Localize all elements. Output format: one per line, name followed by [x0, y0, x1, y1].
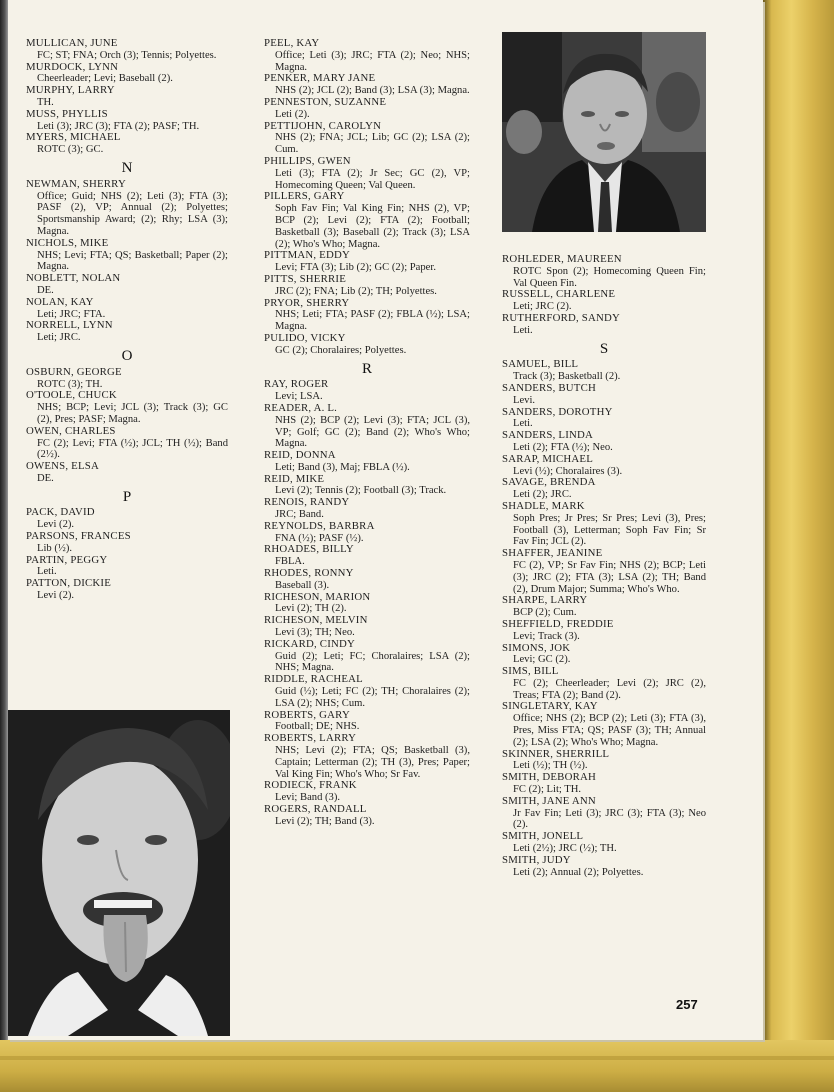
student-name: MYERS, MICHAEL	[26, 131, 121, 144]
student-entry	[502, 666, 706, 701]
student-name: PILLERS, GARY	[264, 190, 345, 203]
student-activities: BCP (2); Cum.	[513, 607, 577, 619]
student-name: SMITH, JANE ANN	[502, 794, 596, 807]
student-activities: FC; ST; FNA; Orch (3); Tennis; Polyettes.	[37, 49, 217, 61]
student-activities: Leti; Band (3), Maj; FBLA (½).	[275, 461, 410, 473]
student-activities: Levi (2).	[37, 590, 75, 602]
student-name: RHODES, RONNY	[264, 567, 354, 580]
student-entry	[264, 639, 470, 674]
student-name: MURPHY, LARRY	[26, 84, 115, 97]
student-activities: Levi (½); Choralaires (3).	[513, 465, 623, 477]
student-entry	[26, 38, 228, 62]
portrait-suit-image	[502, 32, 706, 232]
student-activities: Leti.	[513, 418, 533, 430]
student-name: NORRELL, LYNN	[26, 319, 113, 332]
student-activities: Levi; Band (3).	[275, 792, 341, 804]
student-entry	[264, 710, 470, 734]
student-entry	[26, 179, 228, 238]
student-entry	[264, 592, 470, 616]
student-name: ROBERTS, LARRY	[264, 732, 357, 745]
student-name: REYNOLDS, BARBRA	[264, 519, 375, 532]
student-entry	[502, 383, 706, 407]
student-entry	[502, 749, 706, 773]
section-letter: O	[121, 347, 133, 364]
student-activities: Leti.	[37, 566, 57, 578]
student-name: OSBURN, GEORGE	[26, 365, 122, 378]
student-activities: NHS (2); BCP (2); Levi (3); FTA; JCL (3), VP; Golf; GC (2); Band (2); Who's Who; Magna.	[275, 414, 470, 450]
student-activities: Office; Guid; NHS (2); Leti (3); FTA (3); PASF (2), VP; Annual (2); Polyettes; Sportsmanship Award; (2); Rhy; LSA (3); Magna.	[37, 190, 228, 237]
student-entry	[26, 109, 228, 133]
student-name: MULLICAN, JUNE	[26, 37, 118, 49]
student-name: NEWMAN, SHERRY	[26, 177, 126, 190]
student-activities: Office; NHS (2); BCP (2); Leti (3); FTA (3), Pres, Miss FTA; QS; PASF (3); TH; Annual (2); LSA (2); Who's Who; Magna.	[513, 713, 706, 748]
section-letter: N	[121, 159, 133, 176]
student-portrait-suit	[502, 32, 706, 232]
student-activities: Levi (2); Tennis (2); Football (3); Track.	[275, 485, 447, 497]
student-activities: Leti; JRC.	[37, 332, 81, 344]
student-entry	[264, 298, 470, 333]
student-activities: JRC (2); FNA; Lib (2); TH; Polyettes.	[275, 285, 437, 297]
student-activities: FC (2); Cheerleader; Levi (2); JRC (2), Treas; FTA (2); Band (2).	[513, 677, 706, 701]
student-entry	[502, 430, 706, 454]
student-name: PHILLIPS, GWEN	[264, 154, 351, 167]
student-name: NICHOLS, MIKE	[26, 236, 109, 249]
student-entry	[264, 121, 470, 156]
directory-column-2	[264, 38, 470, 828]
student-activities: Levi; GC (2).	[513, 654, 571, 666]
student-name: RAY, ROGER	[264, 378, 329, 391]
student-entry	[264, 733, 470, 780]
student-entry	[26, 426, 228, 461]
student-name: PATTON, DICKIE	[26, 577, 111, 590]
student-activities: DE.	[37, 284, 54, 296]
student-name: NOLAN, KAY	[26, 295, 94, 308]
student-activities: TH.	[37, 96, 54, 108]
student-activities: Levi (2); TH; Band (3).	[275, 815, 375, 827]
student-entry	[264, 97, 470, 121]
student-activities: FNA (½); PASF (½).	[275, 532, 364, 544]
student-entry	[502, 501, 706, 548]
student-activities: ROTC (3); GC.	[37, 144, 104, 156]
student-entry	[26, 320, 228, 344]
student-entry	[502, 548, 706, 595]
student-activities: Leti; JRC (2).	[513, 301, 572, 313]
student-activities: Soph Fav Fin; Val King Fin; NHS (2), VP; BCP (2); Levi (2); FTA (2); Football; Basketball (3); Baseball (2); Track (3); LSA (2); Who's Who; Magna.	[275, 203, 470, 250]
student-name: ROHLEDER, MAUREEN	[502, 253, 622, 265]
student-entry	[502, 595, 706, 619]
student-entry	[26, 132, 228, 156]
student-name: PEEL, KAY	[264, 37, 320, 49]
student-name: SAMUEL, BILL	[502, 358, 579, 371]
student-activities: JRC; Band.	[275, 509, 324, 521]
student-name: PARTIN, PEGGY	[26, 553, 108, 566]
section-letter: R	[361, 360, 372, 377]
cover-edge	[763, 0, 834, 1092]
student-activities: DE.	[37, 472, 54, 484]
student-entry	[26, 578, 228, 602]
student-entry	[26, 297, 228, 321]
page-binding	[0, 0, 8, 1092]
student-activities: Leti (2).	[275, 108, 310, 120]
student-entry	[264, 403, 470, 450]
student-entry	[264, 544, 470, 568]
student-entry	[502, 407, 706, 431]
student-name: PITTS, SHERRIE	[264, 272, 346, 285]
student-activities: GC (2); Choralaires; Polyettes.	[275, 344, 407, 356]
student-activities: NHS; Levi; FTA; QS; Basketball; Paper (2); Magna.	[37, 249, 228, 273]
student-entry	[502, 313, 706, 337]
student-activities: Guid (½); Leti; FC (2); TH; Choralaires (2); LSA (2); NHS; Cum.	[275, 686, 470, 709]
student-entry	[26, 531, 228, 555]
student-activities: NHS (2); FNA; JCL; Lib; GC (2); LSA (2); Cum.	[275, 132, 470, 156]
student-activities: Leti (2); JRC.	[513, 489, 572, 501]
student-entry	[26, 461, 228, 485]
student-entry	[264, 450, 470, 474]
student-activities: Leti.	[513, 324, 533, 336]
student-entry	[26, 555, 228, 579]
student-entry	[26, 85, 228, 109]
student-name: SMITH, JONELL	[502, 830, 584, 843]
student-activities: FC (2); Lit; TH.	[513, 784, 582, 796]
student-activities: Lib (½).	[37, 542, 73, 554]
student-name: SINGLETARY, KAY	[502, 700, 598, 713]
student-activities: NHS; Leti; FTA; PASF (2); FBLA (½); LSA; Magna.	[275, 309, 470, 333]
student-name: RICKARD, CINDY	[264, 637, 355, 650]
student-entry	[264, 191, 470, 250]
student-name: MURDOCK, LYNN	[26, 60, 119, 73]
student-entry	[26, 507, 228, 531]
student-entry	[26, 390, 228, 425]
student-entry	[502, 254, 706, 289]
student-name: PACK, DAVID	[26, 506, 95, 519]
student-activities: Levi (2); TH (2).	[275, 603, 347, 615]
student-portrait-tongue	[8, 710, 230, 1036]
student-activities: Leti (2); Annual (2); Polyettes.	[513, 866, 644, 878]
student-name: PRYOR, SHERRY	[264, 296, 350, 309]
student-name: RUTHERFORD, SANDY	[502, 311, 620, 324]
student-name: RENOIS, RANDY	[264, 496, 350, 509]
student-entry	[264, 274, 470, 298]
student-entry	[26, 62, 228, 86]
student-name: SAVAGE, BRENDA	[502, 476, 596, 489]
student-activities: FC (2); Levi; FTA (½); JCL; TH (½); Band (2½).	[37, 437, 228, 461]
student-activities: Levi; FTA (3); Lib (2); GC (2); Paper.	[275, 262, 436, 274]
student-name: SARAP, MICHAEL	[502, 452, 593, 465]
student-entry	[264, 250, 470, 274]
student-name: PENNESTON, SUZANNE	[264, 95, 387, 108]
student-entry	[502, 701, 706, 748]
section-letter: P	[122, 488, 132, 505]
student-entry	[502, 796, 706, 831]
student-activities: Soph Pres; Jr Pres; Sr Pres; Levi (3), Pres; Football (3), Letterman; Soph Fav Fin; Sr Fav Fin; JCL (2).	[513, 512, 706, 548]
student-activities: FBLA.	[275, 556, 305, 568]
student-name: RHOADES, BILLY	[264, 543, 354, 556]
student-activities: Leti (3); JRC (3); FTA (2); PASF; TH.	[37, 120, 200, 132]
student-name: NOBLETT, NOLAN	[26, 272, 121, 285]
student-name: SMITH, JUDY	[502, 853, 571, 866]
student-entry	[264, 333, 470, 357]
student-entry	[264, 73, 470, 97]
directory-column-3	[502, 254, 706, 878]
student-name: RIDDLE, RACHEAL	[264, 673, 363, 686]
student-activities: Football; DE; NHS.	[275, 721, 360, 733]
cover-bottom	[0, 1040, 834, 1092]
student-activities: Baseball (3).	[275, 579, 330, 591]
student-activities: Leti (3); FTA (2); Jr Sec; GC (2), VP; Homecoming Queen; Val Queen.	[275, 167, 470, 191]
student-entry	[264, 521, 470, 545]
student-entry	[502, 855, 706, 879]
student-entry	[502, 359, 706, 383]
student-name: SMITH, DEBORAH	[502, 771, 596, 784]
page-number: 257	[676, 997, 698, 1012]
student-activities: ROTC Spon (2); Homecoming Queen Fin; Val Queen Fin.	[513, 265, 706, 289]
student-name: SIMONS, JOK	[502, 641, 571, 654]
student-name: PULIDO, VICKY	[264, 331, 346, 344]
student-activities: Guid (2); Leti; FC; Choralaires; LSA (2); NHS; Magna.	[275, 650, 470, 674]
student-name: RODIECK, FRANK	[264, 779, 357, 792]
student-name: ROBERTS, GARY	[264, 708, 350, 721]
student-name: SKINNER, SHERRILL	[502, 747, 610, 760]
student-activities: ROTC (3); TH.	[37, 378, 103, 390]
student-name: OWEN, CHARLES	[26, 424, 116, 437]
student-activities: NHS; Levi (2); FTA; QS; Basketball (3), Captain; Letterman (2); TH (3), Pres; Paper; Val King Fin; Who's Who; Sr Fav.	[275, 745, 470, 780]
student-name: SHARPE, LARRY	[502, 594, 588, 607]
student-activities: Leti (2½); JRC (½); TH.	[513, 843, 617, 855]
student-activities: Cheerleader; Levi; Baseball (2).	[37, 73, 173, 85]
student-activities: Leti (½); TH (½).	[513, 760, 588, 772]
student-entry	[502, 289, 706, 313]
student-entry	[264, 568, 470, 592]
student-entry	[264, 379, 470, 403]
student-entry	[264, 497, 470, 521]
student-activities: Jr Fav Fin; Leti (3); JRC (3); FTA (3); Neo (2).	[513, 807, 706, 831]
student-activities: Levi.	[513, 394, 536, 406]
student-activities: FC (2), VP; Sr Fav Fin; NHS (2); BCP; Leti (3); JRC (2); FTA (3); LSA (2); TH; Band (2), Drum Major; Summa; Who's Who.	[513, 559, 706, 595]
student-name: REID, MIKE	[264, 472, 325, 485]
student-entry	[264, 474, 470, 498]
student-entry	[502, 619, 706, 643]
student-entry	[264, 156, 470, 191]
student-entry	[502, 477, 706, 501]
student-entry	[26, 367, 228, 391]
student-activities: Levi (2).	[37, 519, 75, 531]
student-name: SHADLE, MARK	[502, 499, 585, 512]
student-activities: Leti; JRC; FTA.	[37, 308, 106, 320]
section-letter: S	[599, 340, 609, 357]
student-name: SANDERS, LINDA	[502, 429, 593, 442]
student-entry	[26, 238, 228, 273]
student-name: RUSSELL, CHARLENE	[502, 288, 616, 301]
student-name: REID, DONNA	[264, 449, 336, 462]
student-entry	[502, 772, 706, 796]
student-name: ROGERS, RANDALL	[264, 803, 367, 815]
student-name: O'TOOLE, CHUCK	[26, 389, 117, 402]
student-name: MUSS, PHYLLIS	[26, 107, 108, 120]
student-activities: Levi; Track (3).	[513, 630, 580, 642]
student-name: OWENS, ELSA	[26, 460, 99, 473]
student-entry	[502, 831, 706, 855]
student-entry	[502, 643, 706, 667]
student-name: SHAFFER, JEANINE	[502, 547, 603, 560]
student-name: PENKER, MARY JANE	[264, 72, 376, 85]
student-entry	[502, 454, 706, 478]
student-name: SHEFFIELD, FREDDIE	[502, 617, 614, 630]
student-activities: Levi (3); TH; Neo.	[275, 627, 355, 639]
student-entry	[264, 674, 470, 709]
student-entry	[26, 273, 228, 297]
student-entry	[264, 38, 470, 73]
portrait-tongue-image	[8, 710, 230, 1036]
student-entry	[264, 780, 470, 804]
student-name: RICHESON, MARION	[264, 590, 371, 603]
student-activities: Office; Leti (3); JRC; FTA (2); Neo; NHS; Magna.	[275, 49, 470, 73]
student-name: RICHESON, MELVIN	[264, 614, 368, 627]
student-name: SIMS, BILL	[502, 665, 559, 678]
student-entry	[264, 804, 470, 828]
student-activities: Leti (2); FTA (½); Neo.	[513, 441, 613, 453]
student-name: SANDERS, DOROTHY	[502, 405, 613, 418]
student-name: PETTIJOHN, CAROLYN	[264, 119, 382, 132]
student-name: PARSONS, FRANCES	[26, 530, 131, 543]
student-activities: Track (3); Basketball (2).	[513, 371, 621, 383]
student-name: PITTMAN, EDDY	[264, 249, 350, 262]
student-activities: NHS (2); JCL (2); Band (3); LSA (3); Magna.	[275, 85, 470, 97]
student-activities: NHS; BCP; Levi; JCL (3); Track (3); GC (2), Pres; PASF; Magna.	[37, 402, 228, 425]
student-name: READER, A. L.	[264, 401, 338, 414]
student-name: SANDERS, BUTCH	[502, 381, 596, 394]
student-entry	[264, 615, 470, 639]
directory-column-1	[26, 38, 228, 602]
student-activities: Levi; LSA.	[275, 391, 323, 403]
